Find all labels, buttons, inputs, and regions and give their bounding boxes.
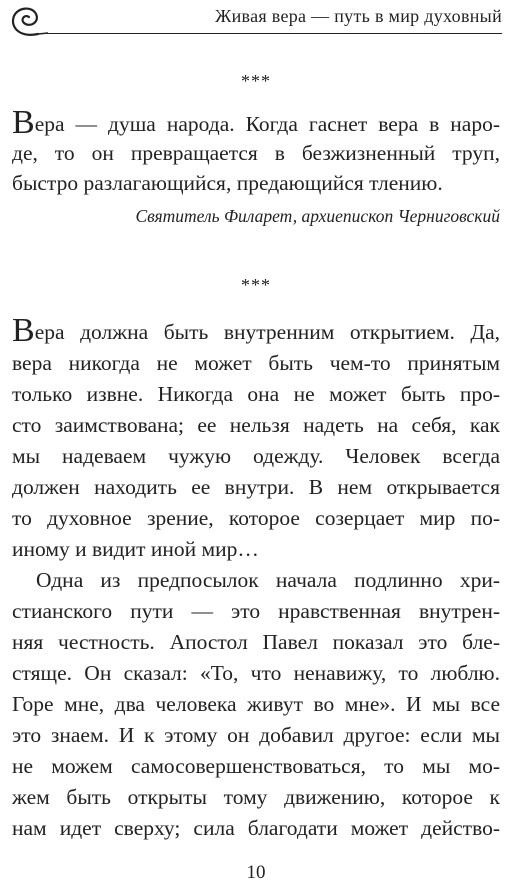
line-text: ера должна быть внутренним открытием. Да, — [34, 320, 500, 344]
drop-cap: В — [12, 104, 35, 141]
section-separator: *** — [241, 275, 271, 295]
page-number: 10 — [246, 862, 266, 883]
running-header — [0, 0, 512, 42]
text-line: только извне. Никогда она не может быть про- — [12, 382, 500, 406]
text-line: должен находить ее внутри. В нем открывается — [12, 475, 500, 499]
line-text: ера — душа народа. Когда гаснет вера в наро- — [34, 112, 500, 136]
text-line: жем быть открыты тому движению, которое к — [12, 785, 500, 809]
text-line: вера никогда не может быть чем-то принятым — [12, 351, 500, 375]
text-line — [12, 312, 500, 349]
text-line: де, то он превращается в безжизненный труп, — [12, 141, 500, 165]
spiral-ornament-icon — [8, 4, 48, 40]
text-line: няя честность. Апостол Павел показал это бле- — [12, 630, 500, 654]
text-line: нам идет сверху; сила благодати может действо- — [12, 816, 500, 840]
text-line: Одна из предпосылок начала подлинно хри- — [36, 568, 500, 592]
text-line: это знаем. И к этому он добавил другое: если мы — [12, 723, 500, 747]
text-line — [12, 104, 500, 141]
text-line: то духовное зрение, которое созерцает мир по- — [12, 506, 500, 530]
drop-cap: В — [12, 312, 35, 349]
text-line: Горе мне, два человека живут во мне». И мы все — [12, 692, 500, 716]
text-line: иному и видит иной мир… — [12, 537, 259, 561]
header-rule — [40, 33, 502, 34]
text-line: стианского пути — это нравственная внутрен- — [12, 599, 500, 623]
section-separator: *** — [241, 71, 271, 91]
text-line: мы надеваем чужую одежду. Человек всегда — [12, 444, 500, 468]
running-title: Живая вера — путь в мир духовный — [215, 6, 502, 26]
text-line: сто заимствована; ее нельзя надеть на себя, как — [12, 413, 500, 437]
text-line: не можем самосовершенствоваться, то мы мо- — [12, 754, 500, 778]
text-line: быстро разлагающийся, предающийся тлению. — [12, 171, 443, 195]
text-line: стяще. Он сказал: «То, что ненавижу, то люблю. — [12, 661, 500, 685]
quote-attribution: Святитель Филарет, архиепископ Черниговский — [135, 206, 500, 226]
